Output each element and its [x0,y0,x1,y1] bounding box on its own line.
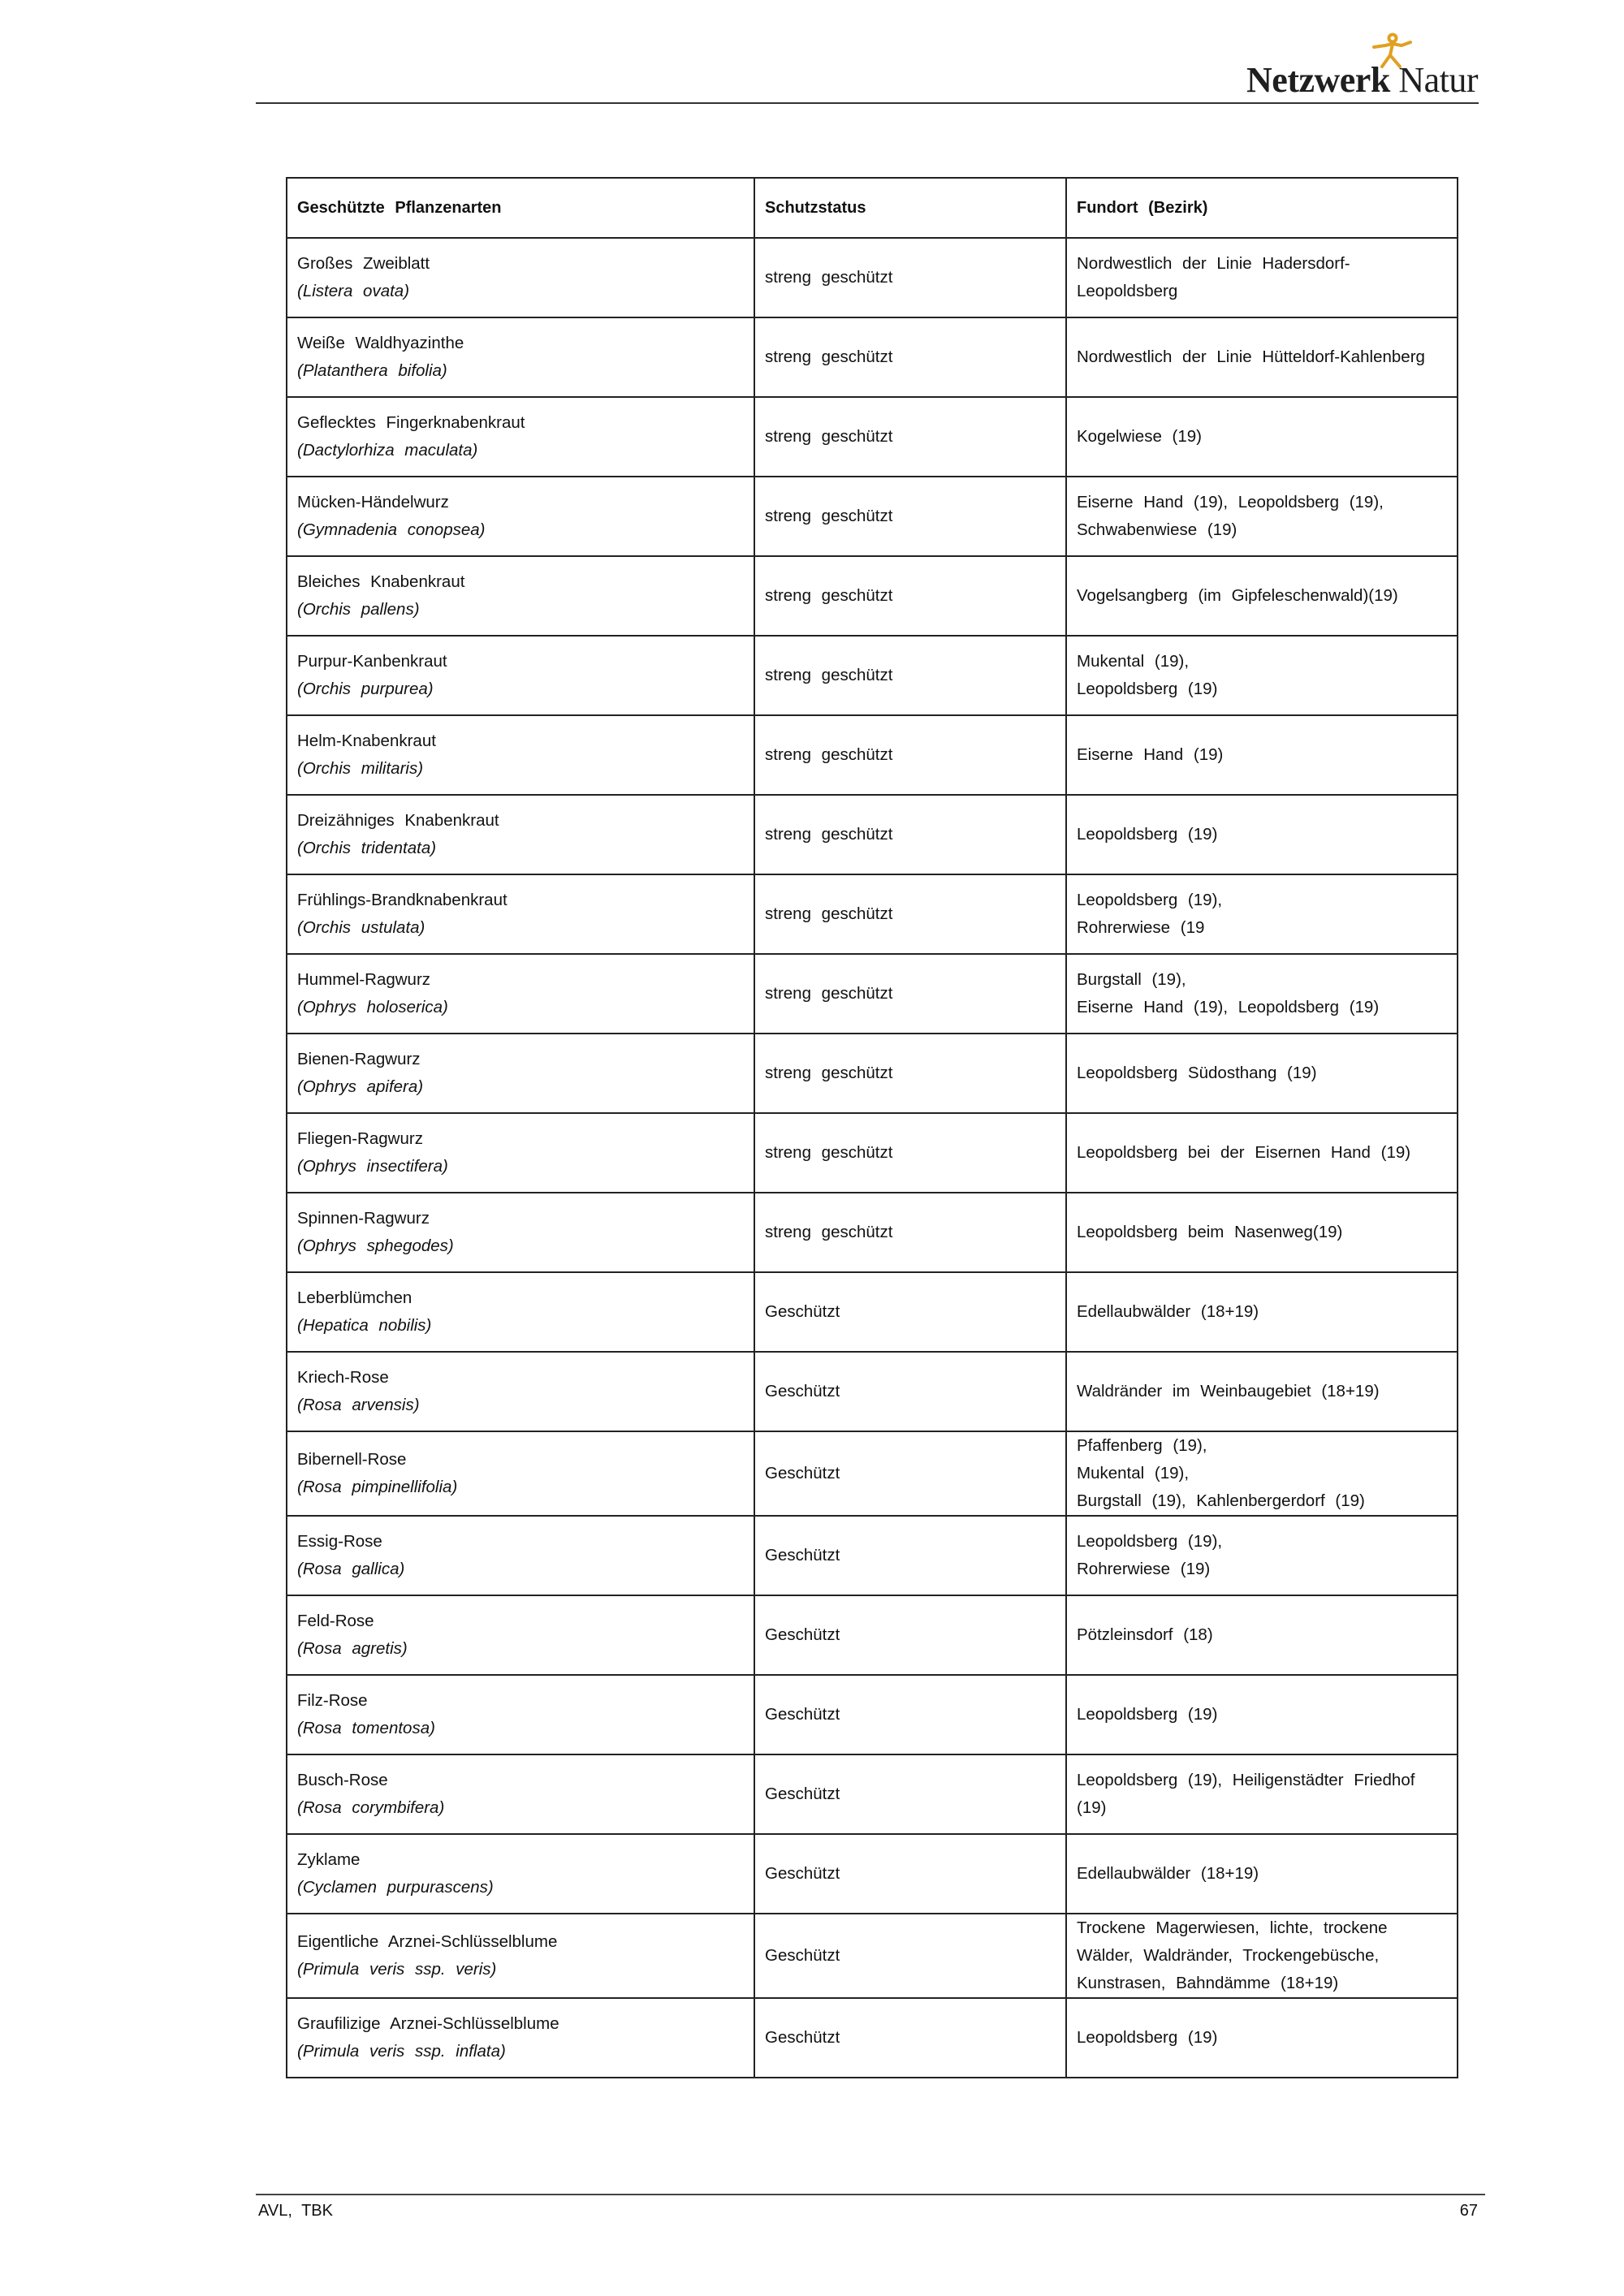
location-line: Edellaubwälder (18+19) [1077,1864,1259,1883]
protection-status: Geschützt [754,1914,1066,1998]
location-line: Leopoldsberg Südosthang (19) [1077,1064,1317,1082]
species-name: Bibernell-Rose [297,1450,407,1469]
logo-text [1246,59,1478,101]
species-name: Frühlings-Brandknabenkraut [297,891,508,909]
location-line: Rohrerwiese (19 [1077,918,1205,937]
location-cell [1066,1595,1458,1675]
species-name: Geflecktes Fingerknabenkraut [297,413,525,432]
species-name: Filz-Rose [297,1691,368,1710]
species-cell [287,874,754,954]
species-cell [287,1675,754,1754]
species-name: Busch-Rose [297,1771,388,1789]
location-line: Kunstrasen, Bahndämme (18+19) [1077,1974,1339,1992]
location-cell [1066,238,1458,317]
species-name: Bleiches Knabenkraut [297,572,465,591]
protection-status: streng geschützt [754,954,1066,1034]
species-latin-name: (Ophrys sphegodes) [297,1236,454,1255]
species-cell [287,1352,754,1431]
species-cell [287,1034,754,1113]
table-row [287,1914,1458,1998]
header-status: Schutzstatus [754,178,1066,238]
species-name: Feld-Rose [297,1612,374,1630]
location-line: Waldränder im Weinbaugebiet (18+19) [1077,1382,1380,1400]
location-cell [1066,1516,1458,1595]
location-line: Eiserne Hand (19), Leopoldsberg (19) [1077,998,1380,1016]
species-name: Zyklame [297,1850,361,1869]
species-latin-name: (Hepatica nobilis) [297,1316,432,1335]
location-line: Edellaubwälder (18+19) [1077,1302,1259,1321]
species-cell [287,715,754,795]
species-latin-name: (Orchis tridentata) [297,839,437,857]
header-divider [256,102,1479,104]
location-cell [1066,1193,1458,1272]
location-line: Burgstall (19), [1077,970,1186,989]
location-line: Leopoldsberg beim Nasenweg(19) [1077,1223,1343,1241]
protection-status: streng geschützt [754,317,1066,397]
species-cell [287,1834,754,1914]
location-line: Leopoldsberg (19), [1077,1532,1223,1551]
table-row [287,397,1458,477]
species-latin-name: (Dactylorhiza maculata) [297,441,478,460]
species-cell [287,1272,754,1352]
species-cell [287,317,754,397]
location-cell [1066,715,1458,795]
protected-plants-table [286,177,1458,2078]
species-latin-name: (Primula veris ssp. veris) [297,1960,497,1979]
species-cell [287,1914,754,1998]
species-latin-name: (Orchis ustulata) [297,918,425,937]
location-cell [1066,1834,1458,1914]
species-name: Dreizähniges Knabenkraut [297,811,499,830]
location-line: Wälder, Waldränder, Trockengebüsche, [1077,1946,1380,1965]
location-line: Leopoldsberg (19) [1077,680,1218,698]
species-cell [287,1113,754,1193]
table-row [287,1754,1458,1834]
species-latin-name: (Ophrys holoserica) [297,998,448,1016]
protection-status: Geschützt [754,1272,1066,1352]
table-row [287,795,1458,874]
location-cell [1066,397,1458,477]
location-line: Leopoldsberg [1077,282,1178,300]
logo [1218,32,1478,101]
species-name: Weiße Waldhyazinthe [297,334,464,352]
protection-status: streng geschützt [754,1034,1066,1113]
table-row [287,636,1458,715]
table-row [287,317,1458,397]
protection-status: Geschützt [754,1754,1066,1834]
location-line: Leopoldsberg (19) [1077,2028,1218,2047]
location-line: Eiserne Hand (19) [1077,745,1224,764]
table-row [287,1034,1458,1113]
location-line: Pötzleinsdorf (18) [1077,1625,1213,1644]
location-line: Kogelwiese (19) [1077,427,1202,446]
species-latin-name: (Orchis militaris) [297,759,424,778]
species-name: Eigentliche Arznei-Schlüsselblume [297,1932,558,1951]
location-cell [1066,556,1458,636]
species-latin-name: (Ophrys insectifera) [297,1157,448,1176]
table-row [287,1675,1458,1754]
protection-status: streng geschützt [754,477,1066,556]
location-line: (19) [1077,1798,1107,1817]
table-row [287,477,1458,556]
location-cell [1066,1675,1458,1754]
table-row [287,1272,1458,1352]
table-row [287,1431,1458,1516]
location-line: Pfaffenberg (19), [1077,1436,1207,1455]
footer-divider [256,2194,1485,2195]
protection-status: streng geschützt [754,1113,1066,1193]
location-line: Nordwestlich der Linie Hütteldorf-Kahlenberg [1077,347,1425,366]
header-species: Geschützte Pflanzenarten [287,178,754,238]
location-cell [1066,477,1458,556]
location-line: Nordwestlich der Linie Hadersdorf- [1077,254,1350,273]
species-name: Großes Zweiblatt [297,254,430,273]
species-cell [287,1431,754,1516]
species-name: Hummel-Ragwurz [297,970,431,989]
table-row [287,1516,1458,1595]
species-name: Fliegen-Ragwurz [297,1129,423,1148]
table-row [287,1595,1458,1675]
species-latin-name: (Orchis pallens) [297,600,420,619]
location-line: Leopoldsberg (19), Heiligenstädter Friedhof [1077,1771,1415,1789]
location-line: Mukental (19), [1077,1464,1190,1482]
species-latin-name: (Platanthera bifolia) [297,361,447,380]
species-name: Leberblümchen [297,1288,412,1307]
table-row [287,954,1458,1034]
location-line: Leopoldsberg (19) [1077,825,1218,844]
species-name: Spinnen-Ragwurz [297,1209,430,1228]
species-cell [287,1595,754,1675]
protection-status: Geschützt [754,1998,1066,2078]
species-latin-name: (Orchis purpurea) [297,680,434,698]
location-line: Mukental (19), [1077,652,1190,671]
protection-status: streng geschützt [754,1193,1066,1272]
protection-status: streng geschützt [754,874,1066,954]
species-latin-name: (Rosa agretis) [297,1639,408,1658]
species-cell [287,1998,754,2078]
table-row [287,238,1458,317]
species-latin-name: (Rosa gallica) [297,1560,405,1578]
location-cell [1066,874,1458,954]
species-latin-name: (Rosa pimpinellifolia) [297,1478,458,1496]
protection-status: streng geschützt [754,397,1066,477]
species-latin-name: (Rosa corymbifera) [297,1798,445,1817]
header-location: Fundort (Bezirk) [1066,178,1458,238]
protection-status: streng geschützt [754,636,1066,715]
table-row [287,874,1458,954]
protection-status: Geschützt [754,1516,1066,1595]
location-line: Leopoldsberg (19) [1077,1705,1218,1724]
location-line: Burgstall (19), Kahlenbergerdorf (19) [1077,1491,1365,1510]
species-latin-name: (Cyclamen purpurascens) [297,1878,494,1897]
protection-status: Geschützt [754,1352,1066,1431]
species-cell [287,1516,754,1595]
species-latin-name: (Primula veris ssp. inflata) [297,2042,506,2061]
table-row [287,1834,1458,1914]
location-cell [1066,317,1458,397]
species-cell [287,238,754,317]
location-line: Leopoldsberg bei der Eisernen Hand (19) [1077,1143,1411,1162]
table-row [287,1113,1458,1193]
species-latin-name: (Rosa tomentosa) [297,1719,435,1737]
species-name: Graufilizige Arznei-Schlüsselblume [297,2014,559,2033]
table-header-row [287,178,1458,238]
species-cell [287,556,754,636]
location-line: Vogelsangberg (im Gipfeleschenwald)(19) [1077,586,1398,605]
species-latin-name: (Rosa arvensis) [297,1396,420,1414]
location-cell [1066,1034,1458,1113]
location-cell [1066,1431,1458,1516]
logo-word-light: Natur [1398,60,1478,100]
species-name: Mücken-Händelwurz [297,493,449,511]
location-cell [1066,954,1458,1034]
location-line: Trockene Magerwiesen, lichte, trockene [1077,1918,1388,1937]
species-cell [287,795,754,874]
table-row [287,1193,1458,1272]
protection-status: streng geschützt [754,715,1066,795]
table-row [287,1998,1458,2078]
table-row [287,715,1458,795]
species-name: Kriech-Rose [297,1368,389,1387]
page-number: 67 [1459,2202,1478,2220]
location-line: Eiserne Hand (19), Leopoldsberg (19), [1077,493,1384,511]
species-latin-name: (Gymnadenia conopsea) [297,520,486,539]
protection-status: Geschützt [754,1431,1066,1516]
location-cell [1066,795,1458,874]
location-cell [1066,1352,1458,1431]
species-name: Bienen-Ragwurz [297,1050,421,1068]
location-cell [1066,636,1458,715]
protection-status: Geschützt [754,1595,1066,1675]
footer-authors: AVL, TBK [258,2202,333,2220]
species-latin-name: (Ophrys apifera) [297,1077,424,1096]
protection-status: streng geschützt [754,556,1066,636]
species-cell [287,636,754,715]
protection-status: streng geschützt [754,238,1066,317]
protection-status: Geschützt [754,1834,1066,1914]
species-name: Essig-Rose [297,1532,382,1551]
species-cell [287,477,754,556]
species-cell [287,1193,754,1272]
species-cell [287,954,754,1034]
location-line: Rohrerwiese (19) [1077,1560,1211,1578]
species-cell [287,397,754,477]
location-cell [1066,1754,1458,1834]
location-cell [1066,1914,1458,1998]
location-cell [1066,1113,1458,1193]
protection-status: streng geschützt [754,795,1066,874]
table-row [287,1352,1458,1431]
protection-status: Geschützt [754,1675,1066,1754]
species-name: Helm-Knabenkraut [297,732,436,750]
species-cell [287,1754,754,1834]
location-line: Schwabenwiese (19) [1077,520,1237,539]
table-row [287,556,1458,636]
location-cell [1066,1272,1458,1352]
location-line: Leopoldsberg (19), [1077,891,1223,909]
species-name: Purpur-Kanbenkraut [297,652,447,671]
location-cell [1066,1998,1458,2078]
logo-word-bold: Netzwerk [1246,60,1390,100]
species-latin-name: (Listera ovata) [297,282,410,300]
